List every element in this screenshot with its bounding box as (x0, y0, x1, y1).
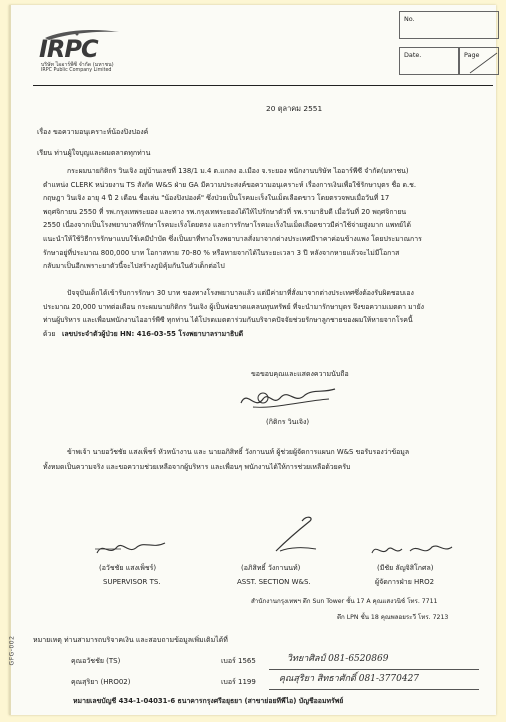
endorser-title-2: ASST. SECTION W&S. (237, 578, 311, 586)
contact-handwritten-2: คุณสุริยา สิทธาศักดิ์ 081-3770427 (279, 674, 420, 684)
letter-salutation: เรียน ท่านผู้ใจบุญและผมตลาดทุกท่าน (37, 149, 151, 157)
para1-line: รักษาอยู่ที่ประมาณ 800,000 บาท โอกาสหาย 70-80 % หรือหายจากได้ในระยะเวลา 3 ปี หลังจากหายแล้วจะไม่มีโอกาส (43, 248, 400, 257)
closing-text: ขอขอบคุณและแสดงความนับถือ (251, 370, 349, 378)
para1-line: 2550 เนื่องจากเป็นโรงพยาบาลที่รักษาโรคมะเร็งโดยตรง และการรักษาโรคมะเร็งในเม็ดเลือดขาวมีค่าใช้จ่ายสูงมาก แพทย์ได้ (43, 221, 411, 230)
para1-line: แนะนำให้ใช้วิธีการรักษาแบบใช้เคมีบำบัด ซึ่งเป็นยาที่ทางโรงพยาบาลสั่งมาจากต่างประเทศมีราคาค่อนข้างแพง โดยประมาณการ (43, 234, 422, 243)
para1-line: กระผมนายกิติกร วินเจิง อยู่บ้านเลขที่ 138/1 ม.4 ต.แกลง อ.เมือง จ.ระยอง พนักงานบริษัท ไออาร์พีซี จำกัด(มหาชน) (67, 167, 409, 175)
paragraph-1 (43, 165, 473, 274)
endorser-title-1: SUPERVISOR TS. (103, 578, 161, 586)
para3-line: ทั้งหมดเป็นความจริง และขอความช่วยเหลือจากผู้บริหาร และเพื่อนๆ พนักงานได้ให้การช่วยเหลือด้วยครับ (43, 463, 351, 471)
contact-underline-2 (269, 689, 479, 690)
contact-handwritten-1: วิทยาศิลป์ 081-6520869 (287, 654, 389, 664)
date-box (399, 47, 459, 75)
header-divider (33, 85, 493, 86)
para2-line: ปัจจุบันเด็กได้เข้ารับการรักษา 30 บาท ของทางโรงพยาบาลแล้ว แต่มีค่ายาที่สั่งมาจากต่างประเทศซึ่งต้องรับผิดชอบเอง (67, 289, 414, 297)
patient-hn: เลขประจำตัวผู้ป่วย HN: 416-03-55 โรงพยาบาลรามาธิบดี (61, 329, 244, 338)
no-label: No. (404, 15, 415, 23)
contact-ext-1: เบอร์ 1565 (221, 657, 256, 665)
paragraph-3 (43, 445, 473, 475)
para2-line: ท่านผู้บริหาร และเพื่อนพนักงานไออาร์พีซี ทุกท่าน ได้โปรดเมตตาร่วมกันบริจาคปัจจัยช่วยรักษาลูกชายของผมให้หายจากโรคนี้ (43, 316, 413, 325)
para1-line: กฤษฎา วินเจิง อายุ 4 ปี 2 เดือน ชื่อเล่น "น้องปิงปองค์" ซึ่งป่วยเป็นโรคมะเร็งในเม็ดเลือดขาว โดยตรวจพบเมื่อวันที่ 17 (43, 194, 390, 203)
para3-line: ข้าพเจ้า นายอวัชชัย แสงเพ็ชร์ หัวหน้างาน และ นายอภิสิทธิ์ วังกานนท์ ผู้ช่วยผู้จัดการแผนก W&S ขอรับรองว่าข้อมูล (67, 448, 410, 456)
para1-line: กลับมาเป็นอีกเพราะยาตัวนี้จะไปสร้างภูมิคุ้มกันในตัวเด็กต่อไป (43, 262, 225, 271)
endorser-name-3: (มีชัย ลัญจิสิโกศล) (377, 564, 434, 572)
form-code: GFG-002 (8, 635, 16, 666)
contact-name-2: คุณสุริยา (HRO02) (71, 678, 131, 686)
document-number-box (399, 11, 499, 39)
para2-prefix: ด้วย (43, 329, 56, 338)
contact-underline-1 (269, 669, 479, 670)
company-logo-text: IRPC (39, 35, 98, 63)
office-line-1: สำนักงานกรุงเทพฯ ตึก Sun Tower ชั้น 17 A คุณแสงวนิช์ โทร. 7711 (251, 598, 438, 605)
company-name-th: บริษัท ไออาร์พีซี จำกัด (มหาชน) (41, 62, 114, 68)
endorser-name-2: (อภิสิทธิ์ วังกานนท์) (241, 564, 301, 572)
office-line-2: ตึก LPN ชั้น 18 คุณพลอยระวี โทร. 7213 (337, 614, 449, 621)
para1-line: พฤศจิกายน 2550 ที่ รพ.กรุงเทพระยอง และทาง รพ.กรุงเทพระยองได้ให้ไปรักษาตัวที่ รพ.รามาธิบดี เมื่อวันที่ 20 พฤศจิกายน (43, 207, 407, 216)
para1-line: ตำแหน่ง CLERK หน่วยงาน TS สังกัด W&S ฝ่าย GA มีความประสงค์ขอความอนุเคราะห์ เรื่องการเงินเพื่อใช้รักษาบุตร ชื่อ ด.ช. (43, 180, 417, 189)
letter-subject: เรื่อง ขอความอนุเคราะห์น้องปิงปองค์ (37, 128, 149, 136)
page-label: Page (464, 51, 480, 59)
manager-signature-icon (366, 539, 456, 561)
endorser-title-3: ผู้จัดการฝ่าย HRO2 (375, 578, 435, 586)
letter-date: 20 ตุลาคม 2551 (266, 104, 323, 113)
company-name-en: IRPC Public Company Limited (41, 68, 112, 73)
date-label: Date. (404, 51, 422, 59)
contact-name-1: คุณอวัชชัย (TS) (71, 657, 121, 665)
signer-name: (กิติกร วินเจิง) (266, 418, 310, 426)
letter-sheet (9, 5, 496, 715)
paragraph-2 (43, 287, 473, 341)
page-slash-icon (460, 48, 499, 75)
page-box (459, 47, 499, 75)
endorser-name-1: (อวัชชัย แสงเพ็ชร์) (99, 564, 157, 572)
note-heading: หมายเหตุ ท่านสามารถบริจาคเงิน และสอบถามข้อมูลเพิ่มเติมได้ที่ (33, 636, 228, 644)
para2-line: ประมาณ 20,000 บาทต่อเดือน กระผมนายกิติกร วินเจิง ผู้เป็นพ่อขาดแคลนทุนทรัพย์ ที่จะนำมารักษาบุตร จึงขอความเมตตา มายัง (43, 302, 424, 311)
signer-signature-icon (233, 381, 343, 415)
para2-line-last (43, 328, 473, 342)
bank-account-line: หมายเลขบัญชี 434-1-04031-6 ธนาคารกรุงศรีอยุธยา (สาขาย่อยทีพีไอ) บัญชีออมทรัพย์ (73, 697, 344, 705)
asst-section-signature-icon (266, 511, 326, 557)
contact-ext-2: เบอร์ 1199 (221, 678, 256, 686)
supervisor-signature-icon (91, 535, 171, 561)
